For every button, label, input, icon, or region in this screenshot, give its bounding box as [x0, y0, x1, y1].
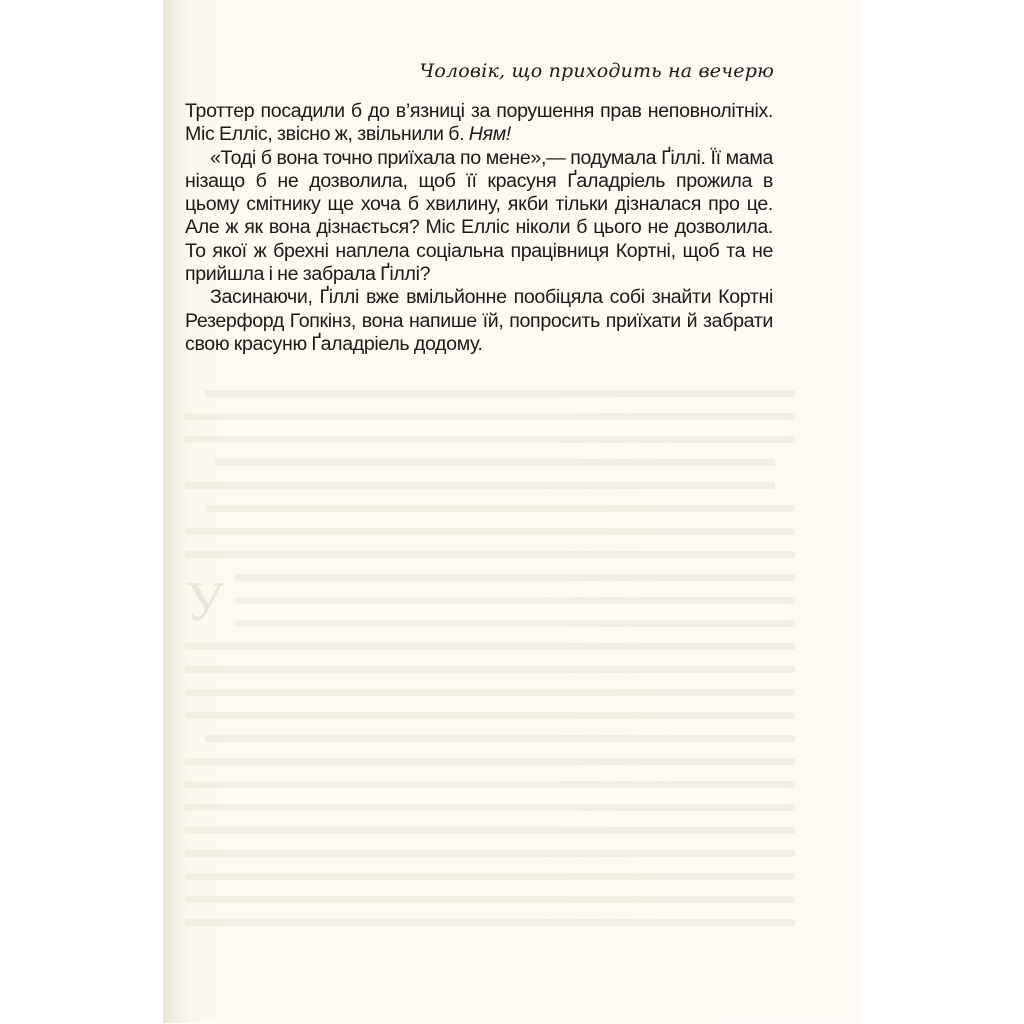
bleed-line: [185, 781, 795, 788]
bleed-line: [205, 390, 795, 397]
bleed-line: [185, 850, 795, 857]
bleed-line: [185, 712, 795, 719]
bleed-line: [185, 758, 795, 765]
bleed-line: [235, 574, 795, 581]
bleed-line: [205, 505, 795, 512]
paragraph-text: Засинаючи, Ґіллі вже вмільйонне пообіцяла собі знайти Кортні Резерфорд Гопкінз, вона напише їй, попросить приїхати й забрати свою красуню Ґаладріель додому.: [185, 286, 773, 355]
bleed-line: [185, 643, 795, 650]
bleed-line: [185, 551, 795, 558]
bleed-line: [185, 528, 795, 535]
bleed-drop-cap: У: [185, 571, 225, 633]
bleed-line: [185, 413, 795, 420]
bleed-line: [185, 896, 795, 903]
book-page: [163, 0, 860, 1023]
paragraph-3: [185, 286, 773, 356]
bleed-line: [185, 873, 795, 880]
bleed-line: [185, 827, 795, 834]
emphasis-text: Ням!: [468, 123, 511, 146]
bleed-line: [185, 482, 775, 489]
paragraph-2: [185, 147, 773, 287]
bleed-line: [185, 804, 795, 811]
paragraph-text: «Тоді б вона точно приїхала по мене»,— подумала Ґіллі. Її мама нізащо б не дозволила, щоб її красуня Ґаладріель прожила в цьому смітнику ще хоча б хвилину, якби тільки дізналася про це. Але ж як вона дізнається? Міс Елліс ніколи б цього не дозволила. То якої ж брехні наплела соціальна працівниця Кортні, щоб та не прийшла і не забрала Ґіллі?: [185, 146, 773, 286]
bleed-line: [185, 689, 795, 696]
paragraph-1: [185, 100, 773, 147]
bleed-line: [185, 666, 795, 673]
body-text: [185, 100, 773, 356]
bleed-line: [185, 919, 795, 926]
paragraph-text: Троттер посадили б до в’язниці за порушення прав неповнолітніх. Міс Елліс, звісно ж, звільнили б.: [185, 100, 773, 146]
bleed-line: [185, 436, 795, 443]
bleed-line: [205, 735, 795, 742]
bleed-line: [235, 620, 795, 627]
bleed-line: [215, 459, 775, 466]
bleed-line: [235, 597, 795, 604]
running-head: Чоловік, що приходить на вечерю: [419, 60, 774, 82]
